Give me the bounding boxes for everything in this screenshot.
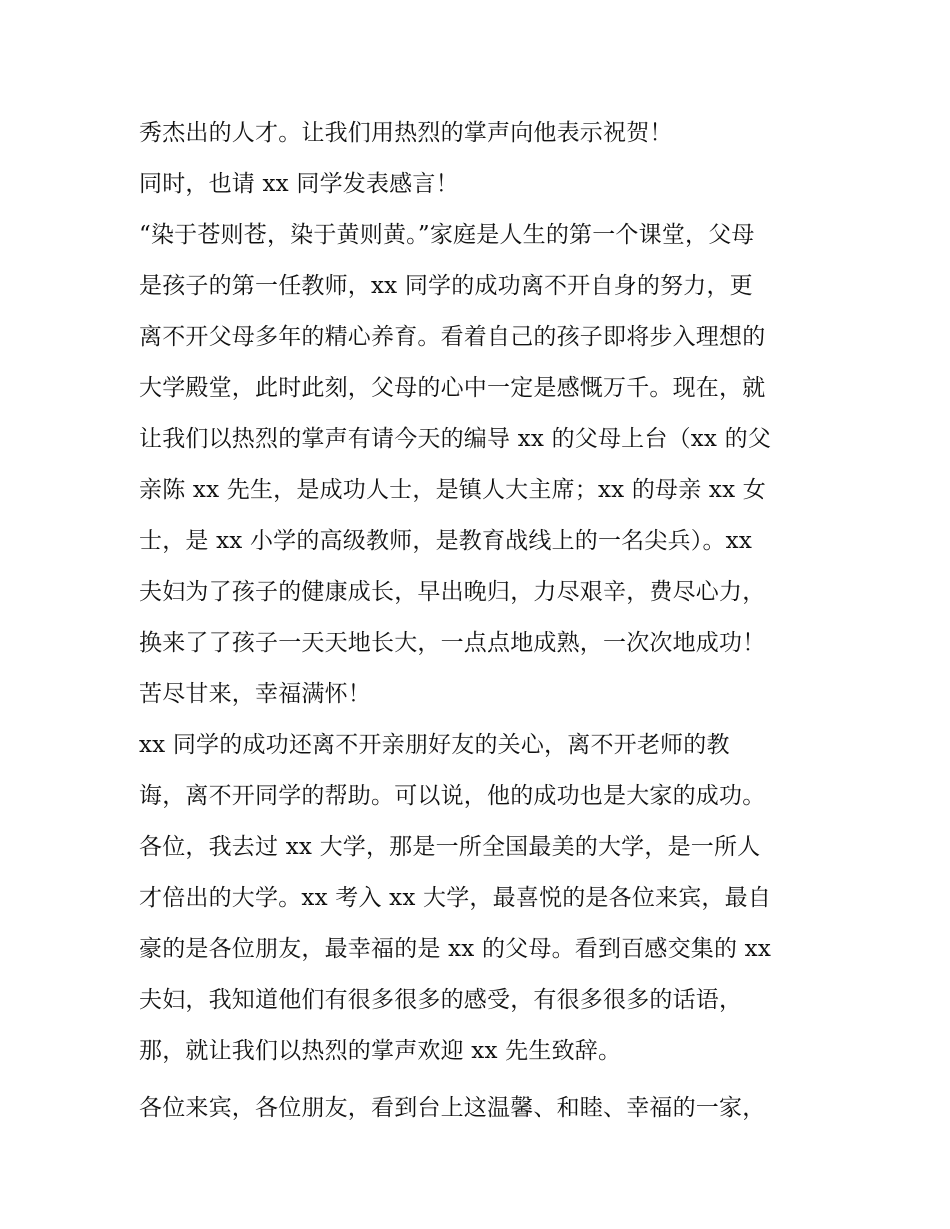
text-line: 各位来宾，各位朋友，看到台上这温馨、和睦、幸福的一家， — [139, 1095, 766, 1121]
paragraph-4 — [139, 720, 819, 1077]
text-line: 大学殿堂，此时此刻，父母的心中一定是感慨万千。现在，就 — [139, 375, 766, 401]
text-line: xx 同学的成功还离不开亲朋好友的关心，离不开老师的教 — [139, 732, 730, 758]
text-line: 豪的是各位朋友，最幸福的是 xx 的父母。看到百感交集的 xx — [139, 936, 772, 962]
paragraph-5 — [139, 1083, 819, 1134]
text-line: 换来了了孩子一天天地长大，一点点地成熟，一次次地成功！ — [139, 630, 766, 656]
text-line: 诲，离不开同学的帮助。可以说，他的成功也是大家的成功。 — [139, 783, 766, 809]
text-line: 让我们以热烈的掌声有请今天的编导 xx 的父母上台（xx 的父 — [139, 426, 772, 452]
paragraph-2 — [139, 159, 819, 210]
text-line: 是孩子的第一任教师，xx 同学的成功离不开自身的努力，更 — [139, 273, 753, 299]
text-line: 秀杰出的人才。让我们用热烈的掌声向他表示祝贺！ — [139, 120, 673, 146]
text-line: 士，是 xx 小学的高级教师，是教育战线上的一名尖兵）。xx — [139, 528, 753, 554]
text-line: 亲陈 xx 先生，是成功人士，是镇人大主席；xx 的母亲 xx 女 — [139, 477, 766, 503]
text-line: 各位，我去过 xx 大学，那是一所全国最美的大学，是一所人 — [139, 834, 761, 860]
text-line: “染于苍则苍，染于黄则黄。”家庭是人生的第一个课堂，父母 — [139, 222, 755, 248]
text-line: 夫妇为了孩子的健康成长，早出晚归，力尽艰辛，费尽心力， — [139, 579, 766, 605]
text-line: 同时，也请 xx 同学发表感言！ — [139, 171, 459, 197]
text-line: 离不开父母多年的精心养育。看着自己的孩子即将步入理想的 — [139, 324, 766, 350]
text-line: 夫妇，我知道他们有很多很多的感受，有很多很多的话语， — [139, 987, 743, 1013]
paragraph-3 — [139, 210, 819, 720]
document-body — [139, 108, 819, 1134]
text-line: 才倍出的大学。xx 考入 xx 大学，最喜悦的是各位来宾，最自 — [139, 885, 772, 911]
paragraph-1 — [139, 108, 819, 159]
text-line: 苦尽甘来，幸福满怀！ — [139, 681, 371, 707]
text-line: 那，就让我们以热烈的掌声欢迎 xx 先生致辞。 — [139, 1038, 622, 1064]
